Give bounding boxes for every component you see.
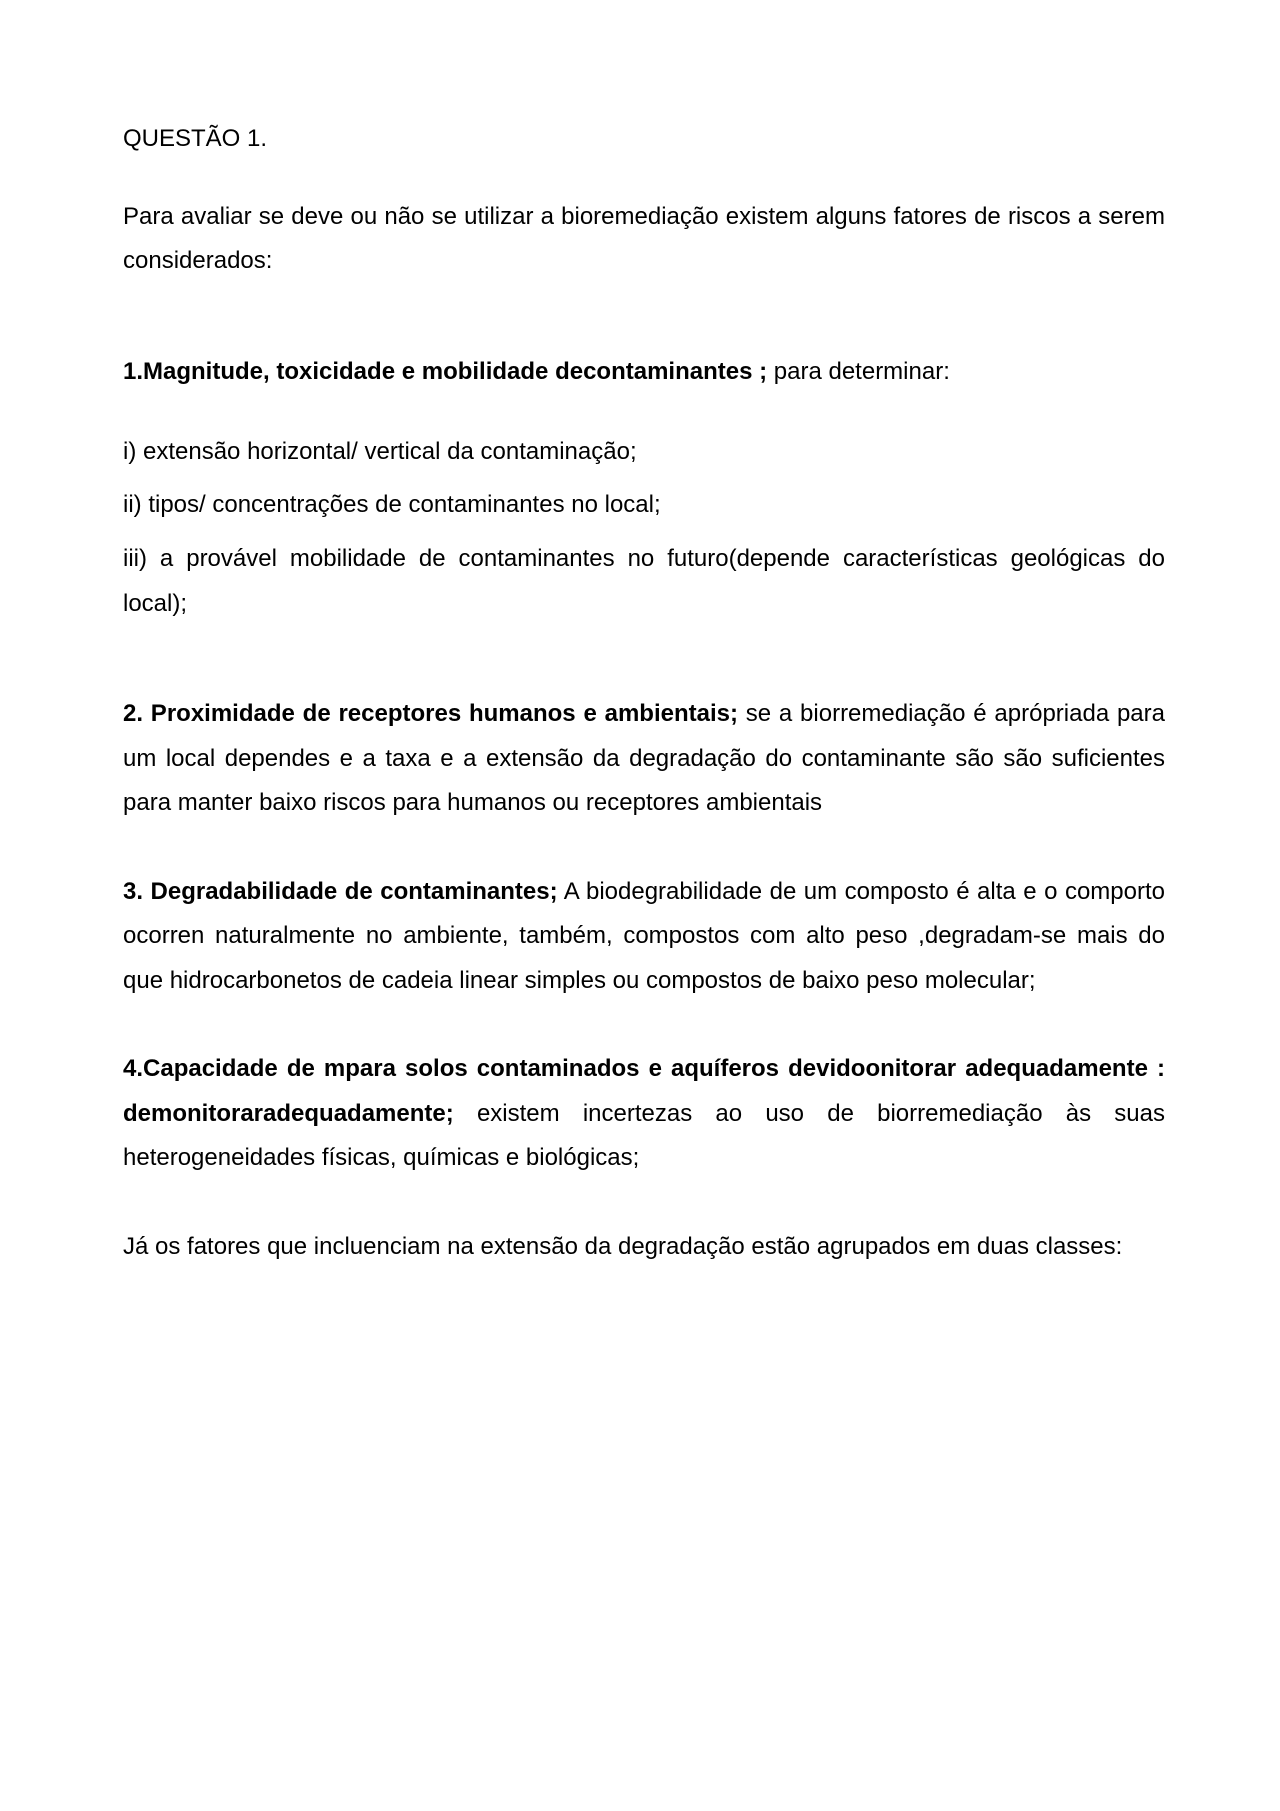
factor-2-title: 2. Proximidade de receptores humanos e ambientais; bbox=[123, 700, 738, 727]
factor-2-text: se a biorremediação é aprópriada para um local dependes e a taxa e a extensão da degradação do contaminante são são suficientes para manter baixo riscos para humanos ou receptores ambientais bbox=[123, 700, 1165, 816]
factor-1-text: para determinar: bbox=[767, 357, 950, 385]
factor-3-text: A biodegrabilidade de um composto é alta e o comporto ocorren naturalmente no ambiente, também, compostos com alto peso ,degradam-se mais do que hidrocarbonetos de cadeia linear simples ou compostos de baixo peso molecular; bbox=[123, 877, 1165, 994]
factor-3-title: 3. Degradabilidade de contaminantes; bbox=[123, 877, 558, 905]
question-heading: QUESTÃO 1. bbox=[123, 125, 268, 152]
factor-1-item-3: iii) a provável mobilidade de contaminantes no futuro(depende características geológicas do local); bbox=[123, 545, 1165, 617]
factor-1-item-2: ii) tipos/ concentrações de contaminantes no local; bbox=[123, 490, 661, 518]
factor-1-paragraph bbox=[123, 350, 1165, 395]
intro-paragraph: Para avaliar se deve ou não se utilizar a bioremediação existem alguns fatores de riscos a serem considerados: bbox=[123, 202, 1165, 274]
closing-paragraph: Já os fatores que incluenciam na extensão da degradação estão agrupados em duas classes: bbox=[123, 1232, 1123, 1260]
factor-4-text: existem incertezas ao uso de biorremediação às suas heterogeneidades físicas, químicas e biológicas; bbox=[123, 1099, 1165, 1171]
factor-1-title: 1.Magnitude, toxicidade e mobilidade decontaminantes ; bbox=[123, 357, 768, 385]
factor-4-title: 4.Capacidade de mpara solos contaminados e aquíferos devidoonitorar adequadamente : demonitoraradequadamente; bbox=[123, 1055, 1165, 1127]
factor-4-paragraph bbox=[123, 1047, 1165, 1181]
factor-1-item-1: i) extensão horizontal/ vertical da contaminação; bbox=[123, 438, 637, 465]
factor-3-paragraph bbox=[123, 870, 1165, 1004]
document-body bbox=[123, 117, 1165, 1269]
factor-2-paragraph bbox=[123, 692, 1165, 826]
